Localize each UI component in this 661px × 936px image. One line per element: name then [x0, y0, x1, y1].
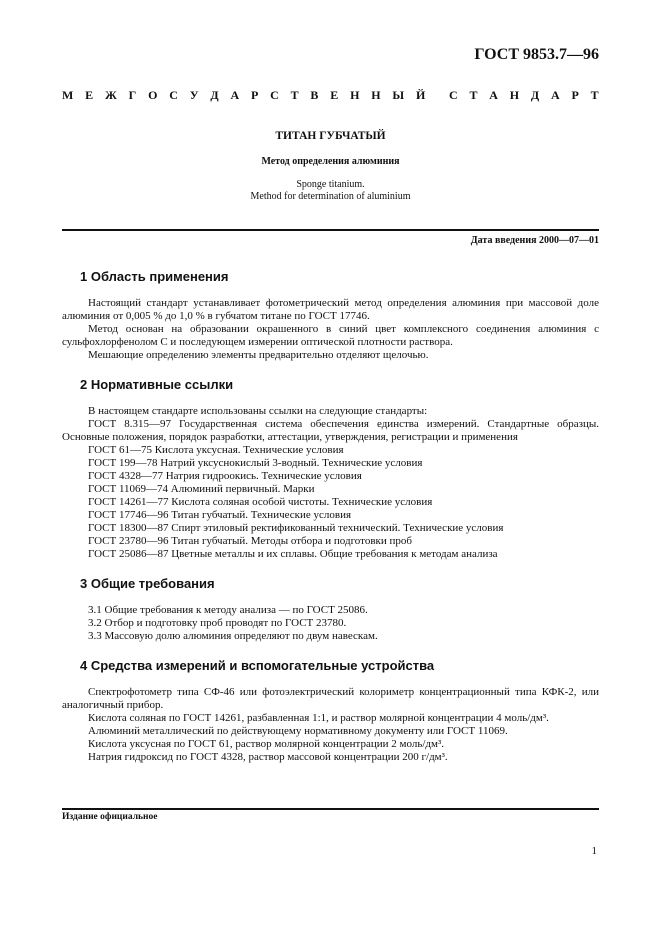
reference-item: ГОСТ 8.315—97 Государственная система обеспечения единства измерений. Стандартные образцы. Основные положения, порядок разработки, аттестации, утверждения, регистрации и применения — [62, 418, 599, 443]
reference-item: ГОСТ 4328—77 Натрия гидроокись. Технические условия — [88, 470, 362, 482]
paragraph: Алюминий металлический по действующему нормативному документу или ГОСТ 11069. — [88, 725, 508, 737]
reference-item: ГОСТ 18300—87 Спирт этиловый ректификованный технический. Технические условия — [88, 522, 504, 534]
interstate-letter: Н — [350, 88, 360, 102]
section-heading: 4 Средства измерений и вспомогательные устройства — [80, 658, 435, 673]
list-item: 3.1 Общие требования к методу анализа — по ГОСТ 25086. — [88, 604, 368, 616]
paragraph: Метод основан на образовании окрашенного в синий цвет комплексного соединения алюминия с сульфохлорфенолом С и последующем измерении оптической плотности раствора. — [62, 323, 599, 348]
paragraph: Настоящий стандарт устанавливает фотометрический метод определения алюминия при массовой доле алюминия от 0,005 % до 1,0 % в губчатом титане по ГОСТ 17746. — [62, 297, 599, 322]
interstate-letter: В — [310, 88, 319, 102]
paragraph: В настоящем стандарте использованы ссылки на следующие стандарты: — [88, 405, 428, 417]
list-item: 3.2 Отбор и подготовку проб проводят по ГОСТ 23780. — [88, 617, 347, 629]
interstate-letter: Д — [210, 88, 219, 102]
reference-item: ГОСТ 23780—96 Титан губчатый. Методы отбора и подготовки проб — [88, 535, 412, 547]
reference-item: ГОСТ 25086—87 Цветные металлы и их сплавы. Общие требования к методам анализа — [88, 548, 498, 560]
document-title: ТИТАН ГУБЧАТЫЙ — [275, 130, 386, 142]
section-heading: 2 Нормативные ссылки — [80, 377, 234, 392]
standard-number: ГОСТ 9853.7—96 — [474, 46, 599, 63]
interstate-letter: С — [448, 88, 458, 102]
interstate-letter: С — [270, 88, 279, 102]
reference-item: ГОСТ 11069—74 Алюминий первичный. Марки — [88, 483, 315, 495]
interstate-letter: Т — [590, 88, 599, 102]
interstate-letter: Н — [509, 88, 520, 102]
paragraph: Натрия гидроксид по ГОСТ 4328, раствор массовой концентрации 200 г/дм³. — [88, 751, 448, 763]
document-subtitle: Метод определения алюминия — [261, 156, 400, 167]
english-title-line-1: Sponge titanium. — [296, 179, 365, 190]
section-instruments — [62, 659, 599, 764]
interstate-letter: Й — [415, 88, 426, 102]
reference-item: ГОСТ 14261—77 Кислота соляная особой чистоты. Технические условия — [88, 496, 433, 508]
footer-divider — [62, 808, 599, 810]
paragraph: Кислота соляная по ГОСТ 14261, разбавленная 1:1, и раствор молярной концентрации 4 моль/дм³. — [88, 712, 549, 724]
interstate-letter: А — [230, 88, 240, 102]
paragraph: Кислота уксусная по ГОСТ 61, раствор молярной концентрации 2 моль/дм³. — [88, 738, 445, 750]
interstate-letter: Ы — [392, 88, 405, 102]
interstate-letter: Ж — [104, 88, 117, 102]
interstate-letter: Н — [371, 88, 381, 102]
section-references — [62, 378, 599, 561]
section-general-requirements — [62, 577, 599, 643]
reference-item: ГОСТ 199—78 Натрий уксуснокислый 3-водный. Технические условия — [88, 457, 423, 469]
document-body — [62, 270, 599, 780]
interstate-letter: С — [169, 88, 178, 102]
interstate-letter: Г — [128, 88, 137, 102]
paragraph: Спектрофотометр типа СФ-46 или фотоэлектрический колориметр концентрационный типа КФК-2, или аналогичный прибор. — [62, 686, 599, 711]
page-number: 1 — [591, 845, 597, 857]
interstate-letter: Е — [85, 88, 94, 102]
interstate-letter: Р — [571, 88, 579, 102]
section-heading: 1 Область применения — [80, 269, 229, 284]
interstate-letter: Т — [290, 88, 299, 102]
interstate-letter: Т — [469, 88, 478, 102]
english-title-line-2: Method for determination of aluminium — [250, 191, 411, 202]
interstate-letter: М — [62, 88, 74, 102]
divider — [62, 229, 599, 231]
interstate-standard-label — [62, 88, 599, 103]
interstate-letter: А — [489, 88, 498, 102]
list-item: 3.3 Массовую долю алюминия определяют по двум навескам. — [88, 630, 378, 642]
interstate-letter: Р — [250, 88, 259, 102]
interstate-letter: Д — [530, 88, 540, 102]
edition-label: Издание официальное — [62, 812, 158, 822]
section-heading: 3 Общие требования — [80, 576, 215, 591]
interstate-letter: О — [148, 88, 158, 102]
interstate-letter: У — [189, 88, 199, 102]
reference-item: ГОСТ 61—75 Кислота уксусная. Технические условия — [88, 444, 344, 456]
interstate-letter: А — [550, 88, 560, 102]
reference-item: ГОСТ 17746—96 Титан губчатый. Технические условия — [88, 509, 352, 521]
section-scope — [62, 270, 599, 362]
interstate-letter: Е — [330, 88, 339, 102]
paragraph: Мешающие определению элементы предварительно отделяют щелочью. — [88, 349, 429, 361]
effective-date: Дата введения 2000—07—01 — [470, 235, 599, 246]
